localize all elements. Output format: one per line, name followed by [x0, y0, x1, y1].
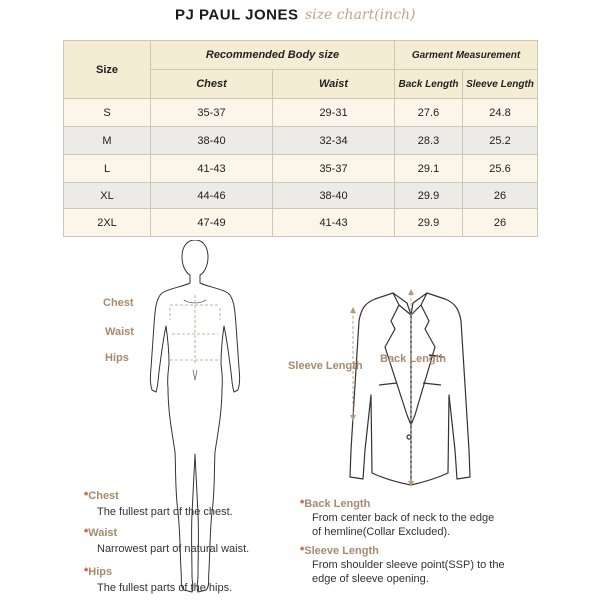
hips-definition: *Hips The fullest parts of the hips. [84, 566, 233, 594]
size-cell: S [64, 99, 151, 127]
back-length-cell: 29.1 [395, 155, 463, 183]
size-column-header: Size [64, 41, 151, 99]
waist-definition-text: Narrowest part of natural waist. [97, 543, 250, 555]
sleeve-length-definition-text-2: edge of sleeve opening. [312, 572, 429, 585]
sleeve-length-definition-text-1: From shoulder sleeve point(SSP) to the [312, 559, 505, 571]
chart-title [175, 6, 416, 30]
jacket-illustration [345, 285, 475, 490]
size-table [63, 40, 538, 237]
waist-column-header: Waist [273, 70, 395, 99]
chest-definition-text: The fullest part of the chest. [97, 506, 233, 518]
waist-label: Waist [105, 326, 134, 338]
chest-cell: 41-43 [151, 155, 273, 183]
chest-cell: 44-46 [151, 183, 273, 209]
table-row [64, 155, 538, 183]
waist-cell: 32-34 [273, 127, 395, 155]
table-row [64, 183, 538, 209]
sleeve-length-cell: 24.8 [463, 99, 538, 127]
waist-definition-term: Waist [88, 527, 118, 539]
chest-definition: *Chest The fullest part of the chest. [84, 490, 233, 518]
back-length-definition: *Back Length From center back of neck to the edge of hemline(Collar Excluded). [300, 498, 495, 538]
waist-cell: 41-43 [273, 209, 395, 237]
back-length-cell: 27.6 [395, 99, 463, 127]
body-size-group-header: Recommended Body size [151, 41, 395, 70]
waist-cell: 29-31 [273, 99, 395, 127]
waist-cell: 38-40 [273, 183, 395, 209]
size-cell: XL [64, 183, 151, 209]
chest-label: Chest [103, 297, 134, 309]
back-length-definition-text-2: of hemline(Collar Excluded). [312, 525, 451, 538]
sleeve-length-cell: 26 [463, 183, 538, 209]
chest-definition-term: Chest [88, 490, 119, 502]
chest-column-header: Chest [151, 70, 273, 99]
sleeve-length-definition: *Sleeve Length From shoulder sleeve point(SSP) to the edge of sleeve opening. [300, 545, 505, 585]
chest-cell: 35-37 [151, 99, 273, 127]
back-length-column-header: Back Length [395, 70, 463, 99]
size-cell: 2XL [64, 209, 151, 237]
back-length-definition-term: Back Length [304, 498, 371, 510]
back-length-label: Back Length [380, 353, 447, 365]
waist-definition: *Waist Narrowest part of natural waist. [84, 527, 250, 555]
sleeve-length-cell: 25.6 [463, 155, 538, 183]
hips-definition-text: The fullest parts of the hips. [97, 582, 233, 594]
table-row [64, 99, 538, 127]
table-row [64, 127, 538, 155]
sleeve-length-column-header: Sleeve Length [463, 70, 538, 99]
back-length-definition-text-1: From center back of neck to the edge [312, 512, 495, 524]
chart-subtitle: size chart(inch) [304, 6, 416, 23]
sleeve-length-label: Sleeve Length [288, 360, 363, 372]
chest-cell: 47-49 [151, 209, 273, 237]
sleeve-length-cell: 25.2 [463, 127, 538, 155]
back-length-cell: 29.9 [395, 183, 463, 209]
hips-definition-term: Hips [88, 566, 113, 578]
size-cell: M [64, 127, 151, 155]
size-cell: L [64, 155, 151, 183]
garment-group-header: Garment Measurement [395, 41, 538, 70]
sleeve-length-definition-term: Sleeve Length [304, 545, 379, 557]
sleeve-length-cell: 26 [463, 209, 538, 237]
brand-name: PJ PAUL JONES [175, 6, 299, 24]
back-length-cell: 29.9 [395, 209, 463, 237]
hips-label: Hips [105, 352, 129, 364]
table-row [64, 209, 538, 237]
back-length-cell: 28.3 [395, 127, 463, 155]
waist-cell: 35-37 [273, 155, 395, 183]
chest-cell: 38-40 [151, 127, 273, 155]
